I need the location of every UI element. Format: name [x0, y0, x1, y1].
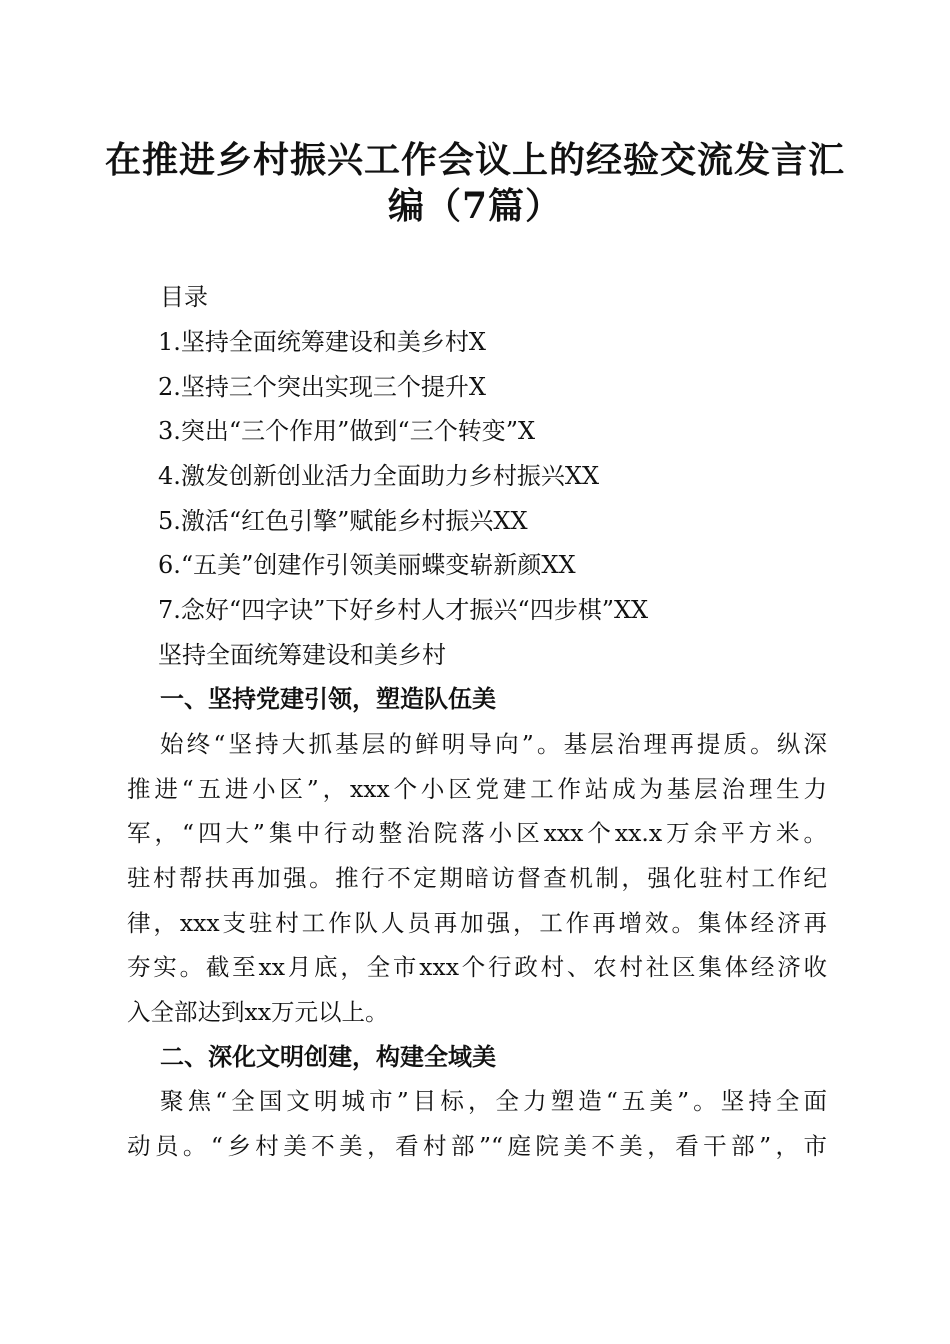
paragraph-line: 夯实。截至xx月底，全市xxx个行政村、农村社区集体经济收: [127, 953, 827, 981]
paragraph-line: 军，“四大”集中行动整治院落小区xxx个xx.x万余平方米。: [127, 819, 827, 847]
section-heading: 二、深化文明创建，构建全域美: [160, 1043, 496, 1071]
section-heading: 一、坚持党建引领，塑造队伍美: [160, 685, 496, 713]
paragraph-line: 律，xxx支驻村工作队人员再加强，工作再增效。集体经济再: [127, 909, 827, 937]
paragraph-line: 推进“五进小区”，xxx个小区党建工作站成为基层治理生力: [127, 775, 827, 803]
toc-item: 2.坚持三个突出实现三个提升X: [158, 373, 486, 401]
toc-item: 4.激发创新创业活力全面助力乡村振兴XX: [158, 462, 600, 490]
toc-item: 3.突出“三个作用”做到“三个转变”X: [158, 417, 536, 445]
toc-heading: 目录: [160, 283, 208, 311]
article-title: 坚持全面统筹建设和美乡村: [158, 641, 446, 669]
toc-item: 5.激活“红色引擎”赋能乡村振兴XX: [158, 507, 528, 535]
toc-item: 7.念好“四字诀”下好乡村人才振兴“四步棋”XX: [158, 596, 649, 624]
paragraph-line: 驻村帮扶再加强。推行不定期暗访督查机制，强化驻村工作纪: [127, 864, 827, 892]
document-title-line-2: 编（7篇）: [387, 185, 563, 227]
paragraph-line: 始终“坚持大抓基层的鲜明导向”。基层治理再提质。纵深: [160, 730, 827, 758]
paragraph-line: 入全部达到xx万元以上。: [127, 998, 389, 1026]
paragraph-line: 动员。“乡村美不美，看村部”“庭院美不美，看干部”，市: [127, 1132, 827, 1160]
toc-item: 1.坚持全面统筹建设和美乡村X: [158, 328, 486, 356]
document-title-line-1: 在推进乡村振兴工作会议上的经验交流发言汇: [104, 139, 845, 181]
toc-item: 6.“五美”创建作引领美丽蝶变崭新颜XX: [158, 551, 576, 579]
paragraph-line: 聚焦“全国文明城市”目标，全力塑造“五美”。坚持全面: [160, 1087, 827, 1115]
